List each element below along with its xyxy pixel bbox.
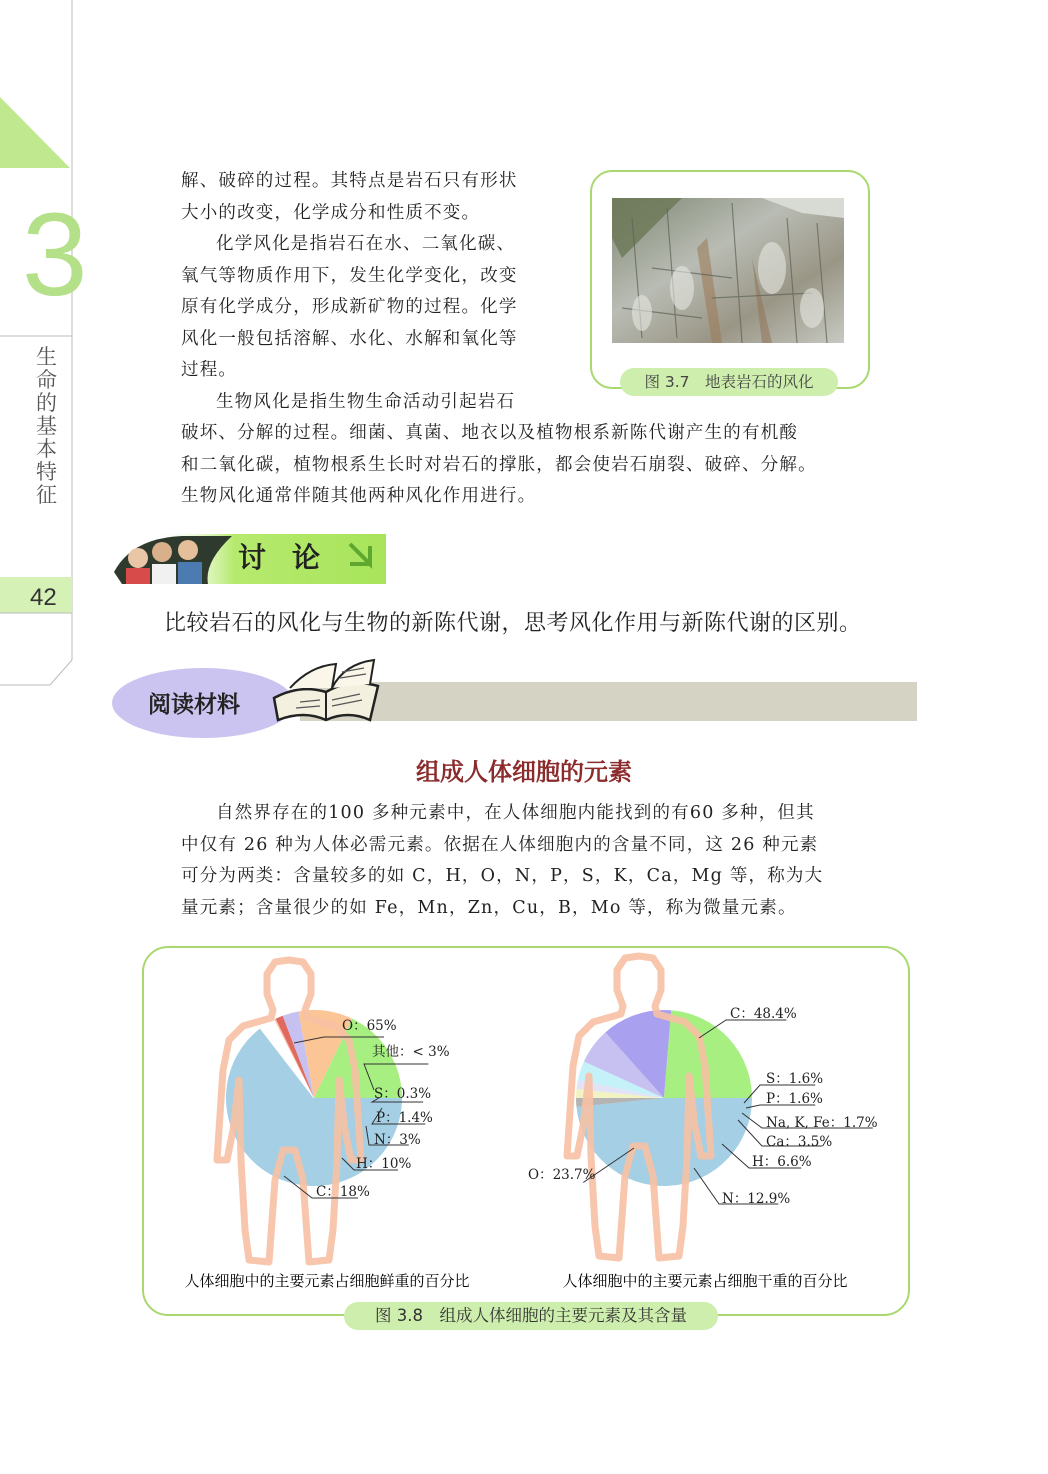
reading-paragraph [181, 798, 881, 924]
text-line: 中仅有 26 种为人体必需元素。依据在人体细胞内的含量不同，这 26 种元素 [181, 834, 819, 855]
text-line: 大小的改变，化学成分和性质不变。 [181, 202, 481, 223]
text-line: 解、破碎的过程。其特点是岩石只有形状 [181, 171, 518, 191]
rock-weathering-photo [612, 198, 844, 343]
text-line: 和二氧化碳，植物根系生长时对岩石的撑胀，都会使岩石崩裂、破碎、分解。 [181, 454, 817, 475]
pie-data-label: H：6.6% [752, 1154, 812, 1170]
pie-data-label: S：1.6% [766, 1071, 824, 1087]
pie-data-label: N：12.9% [722, 1191, 791, 1207]
open-book-icon [270, 658, 382, 726]
text-line: 原有化学成分，形成新矿物的过程。化学 [181, 297, 518, 317]
pie-data-label: O：23.7% [528, 1167, 596, 1183]
pie-chart-fresh-title: 人体细胞中的主要元素占细胞鲜重的百分比 [184, 1272, 470, 1290]
pie-data-label: H：10% [356, 1156, 412, 1172]
text-line: 生物风化通常伴随其他两种风化作用进行。 [181, 486, 537, 506]
text-line: 量元素；含量很少的如 Fe，Mn，Zn，Cu，B，Mo 等，称为微量元素。 [181, 897, 797, 918]
element-pie-charts [144, 948, 904, 1298]
text-line: 过程。 [181, 360, 238, 380]
reading-header-bar [300, 682, 917, 721]
discussion-label: 讨论 [238, 541, 347, 574]
pie-chart-fresh-weight [217, 960, 450, 1262]
pie-data-label: O：65% [342, 1018, 397, 1034]
text-line: 氧气等物质作用下，发生化学变化，改变 [181, 265, 518, 286]
discussion-question: 比较岩石的风化与生物的新陈代谢，思考风化作用与新陈代谢的区别。 [164, 611, 862, 636]
text-block-top [181, 166, 561, 418]
pie-chart-dry-title: 人体细胞中的主要元素占细胞干重的百分比 [562, 1272, 848, 1290]
figure-3-8-caption: 图 3.8 组成人体细胞的主要元素及其含量 [344, 1302, 718, 1330]
chapter-title: 生命的基本特征 [36, 345, 57, 507]
text-line: 破坏、分解的过程。细菌、真菌、地衣以及植物根系新陈代谢产生的有机酸 [181, 423, 799, 443]
text-line: 化学风化是指岩石在水、二氧化碳、 [216, 234, 516, 254]
pie-data-label: Ca：3.5% [766, 1134, 833, 1150]
pie-data-label: C：18% [316, 1184, 370, 1200]
reading-title: 组成人体细胞的元素 [416, 758, 632, 786]
text-line: 生物风化是指生物生命活动引起岩石 [216, 391, 516, 412]
reading-label: 阅读材料 [148, 692, 240, 718]
pie-data-label: C：48.4% [730, 1006, 797, 1022]
pie-data-label: P：1.6% [766, 1091, 823, 1107]
pie-data-label: 其他：< 3% [372, 1044, 450, 1060]
pie-slice-c [576, 1098, 752, 1186]
text-line: 自然界存在的100 多种元素中，在人体细胞内能找到的有60 多种，但其 [216, 803, 815, 823]
pie-data-label: S：0.3% [374, 1086, 432, 1102]
pie-data-label: N：3% [374, 1132, 421, 1148]
pie-data-label: Na, K, Fe：1.7% [766, 1115, 878, 1131]
page-number: 42 [30, 584, 57, 611]
pie-chart-dry-weight [528, 956, 878, 1258]
chapter-number: 3 [22, 189, 88, 321]
text-line: 可分为两类：含量较多的如 C，H，O，N，P，S，K，Ca，Mg 等，称为大 [181, 866, 824, 886]
figure-3-7-caption: 图 3.7 地表岩石的风化 [620, 368, 838, 396]
pie-data-label: P：1.4% [376, 1110, 433, 1126]
text-block-wide [181, 418, 881, 513]
text-line: 风化一般包括溶解、水化、水解和氧化等 [181, 328, 518, 349]
